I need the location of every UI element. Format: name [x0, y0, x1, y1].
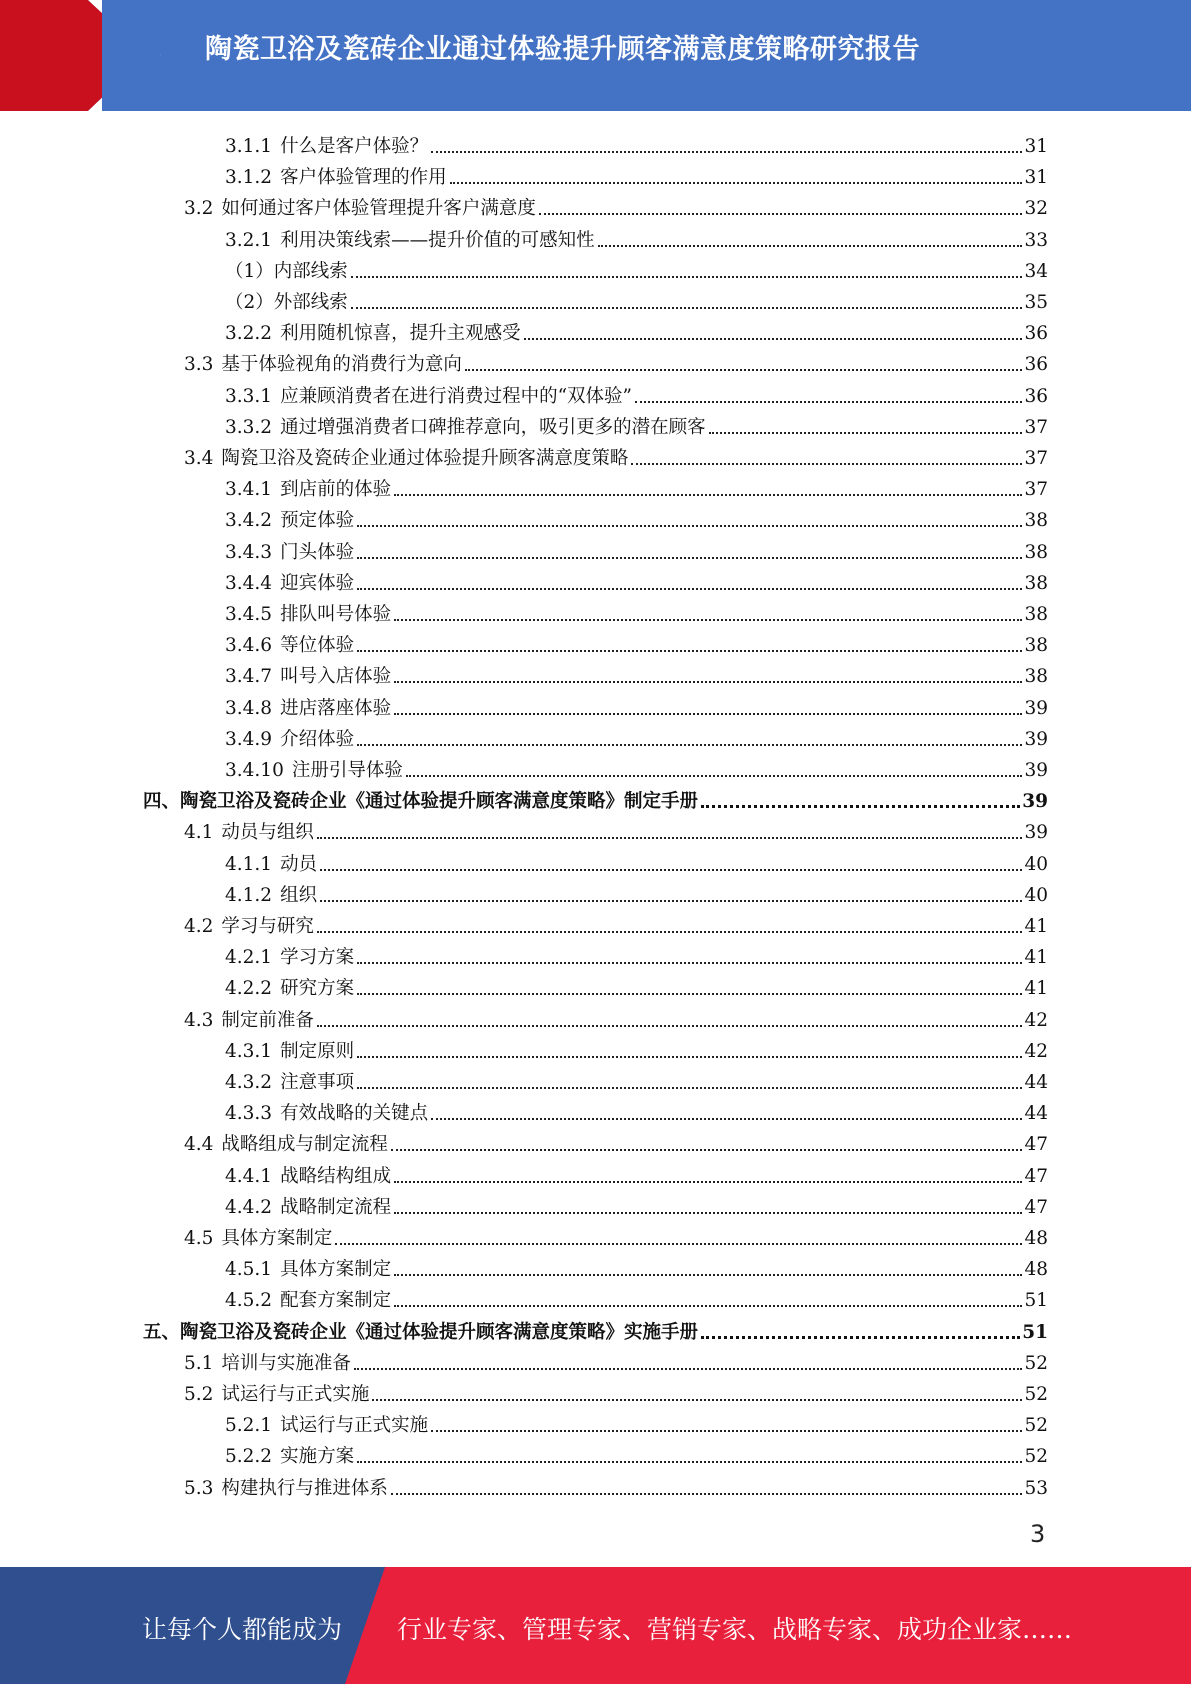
- toc-entry-label: [184, 1227, 335, 1251]
- toc-entry-label: [225, 541, 357, 565]
- toc-entry-number: 4.3.1: [225, 1040, 273, 1062]
- toc-entry-label: [225, 1258, 394, 1282]
- toc-entry[interactable]: [184, 1126, 1048, 1157]
- toc-entry-label: [225, 1040, 357, 1064]
- toc-entry[interactable]: [225, 222, 1048, 253]
- toc-page-number: 35: [1024, 292, 1048, 313]
- toc-entry-number: 4.1.2: [225, 884, 273, 906]
- toc-dot-leader: [465, 369, 1023, 371]
- toc-entry[interactable]: [225, 970, 1048, 1001]
- toc-entry-number: 3.4.6: [225, 635, 273, 657]
- toc-page-number: 41: [1024, 978, 1048, 1000]
- toc-entry[interactable]: [225, 409, 1048, 440]
- toc-entry-label: [225, 1102, 431, 1126]
- toc-dot-leader: [320, 900, 1022, 902]
- toc-entry-label: [184, 1477, 391, 1501]
- toc-page-number: 32: [1024, 198, 1048, 220]
- toc-page-number: 36: [1024, 354, 1048, 376]
- toc-entry[interactable]: [225, 1251, 1048, 1282]
- toc-entry-number: 3.2.1: [225, 229, 273, 251]
- toc-entry-label: [184, 353, 465, 377]
- toc-entry[interactable]: [225, 315, 1048, 346]
- toc-entry-label: [184, 1383, 372, 1407]
- toc-entry-label: [225, 603, 394, 627]
- toc-entry[interactable]: [225, 1095, 1048, 1126]
- toc-entry[interactable]: [184, 1345, 1048, 1376]
- toc-dot-leader: [450, 182, 1023, 184]
- toc-entry-number: 3.4: [184, 448, 214, 469]
- toc-entry-title: 叫号入店体验: [280, 666, 392, 688]
- toc-page-number: 52: [1024, 1415, 1048, 1437]
- toc-entry[interactable]: [184, 440, 1048, 471]
- toc-entry-number: 4.2.1: [225, 947, 273, 969]
- toc-page-number: 39: [1024, 697, 1048, 719]
- toc-entry-label: [225, 759, 406, 783]
- toc-entry[interactable]: [225, 128, 1048, 159]
- toc-entry-label: [225, 1165, 394, 1189]
- toc-entry-number: 3.4.7: [225, 666, 273, 688]
- toc-entry-title: 配套方案制定: [280, 1290, 392, 1312]
- toc-entry-title: 利用决策线索——提升价值的可感知性: [280, 229, 595, 251]
- toc-dot-leader: [357, 557, 1022, 559]
- toc-entry-number: 3.4.1: [225, 479, 273, 501]
- toc-entry-title: 迎宾体验: [280, 572, 355, 594]
- toc-entry[interactable]: [225, 502, 1048, 533]
- toc-entry-label: [225, 853, 320, 877]
- toc-page-number: 48: [1024, 1228, 1048, 1249]
- toc-entry-title: 动员与组织: [221, 822, 314, 844]
- toc-entry-title: 如何通过客户体验管理提升客户满意度: [221, 198, 536, 220]
- toc-entry[interactable]: [225, 721, 1048, 752]
- toc-entry[interactable]: [225, 1064, 1048, 1095]
- toc-page-number: 51: [1022, 1321, 1048, 1343]
- toc-entry[interactable]: [225, 658, 1048, 689]
- toc-entry-number: 5.3: [184, 1477, 214, 1499]
- toc-dot-leader: [357, 1087, 1022, 1089]
- toc-page-number: 39: [1024, 760, 1048, 781]
- toc-entry[interactable]: [225, 846, 1048, 877]
- toc-entry-label: [225, 291, 351, 315]
- toc-page-number: 42: [1024, 1040, 1048, 1062]
- toc-dot-leader: [394, 1212, 1022, 1214]
- toc-entry-number: 3.1.2: [225, 167, 273, 189]
- toc-entry-title: 组织: [280, 884, 318, 906]
- toc-entry-label: [225, 977, 357, 1001]
- footer-slogan-lead: 让每个人都能成为: [142, 1615, 343, 1644]
- toc-entry-title: 等位体验: [280, 635, 355, 657]
- toc-entry[interactable]: [184, 1470, 1048, 1501]
- toc-entry-title: 研究方案: [280, 978, 355, 1000]
- toc-dot-leader: [317, 1025, 1023, 1027]
- toc-dot-leader: [357, 1056, 1022, 1058]
- toc-entry-label: [225, 1196, 394, 1220]
- toc-dot-leader: [351, 276, 1023, 278]
- toc-entry-label: [184, 821, 317, 845]
- toc-dot-leader: [357, 525, 1022, 527]
- toc-entry-title: 试运行与正式实施: [280, 1415, 429, 1437]
- toc-dot-leader: [357, 650, 1022, 652]
- toc-entry-label: [225, 728, 357, 752]
- toc-page-number: 36: [1024, 323, 1048, 345]
- toc-page-number: 42: [1024, 1009, 1048, 1031]
- toc-dot-leader: [357, 993, 1022, 995]
- page-number: 3: [1030, 1520, 1046, 1548]
- toc-page-number: 47: [1024, 1165, 1048, 1187]
- toc-entry-number: 5.2.1: [225, 1415, 273, 1437]
- toc-page-number: 38: [1024, 666, 1048, 688]
- toc-entry-title: 动员: [280, 853, 318, 875]
- toc-entry-label: [225, 229, 598, 253]
- toc-entry-number: 4.2.2: [225, 978, 273, 1000]
- toc-entry-title: 注意事项: [280, 1072, 355, 1093]
- toc-page-number: 38: [1024, 572, 1048, 594]
- toc-entry-label: [225, 166, 450, 190]
- toc-entry[interactable]: [225, 1438, 1048, 1469]
- toc-entry-title: 利用随机惊喜，提升主观感受: [280, 323, 521, 345]
- toc-entry-label: [143, 790, 701, 814]
- toc-entry-title: （1）内部线索: [225, 260, 348, 282]
- footer-slogan-roles: 行业专家、管理专家、营销专家、战略专家、成功企业家……: [397, 1615, 1073, 1644]
- toc-entry-label: [184, 1133, 391, 1157]
- toc-dot-leader: [320, 869, 1022, 871]
- toc-entry-label: [184, 1009, 317, 1033]
- toc-entry-title: 注册引导体验: [291, 760, 403, 781]
- toc-entry-number: 3.2.2: [225, 323, 273, 345]
- toc-dot-leader: [357, 1461, 1022, 1463]
- toc-entry[interactable]: [225, 565, 1048, 596]
- toc-entry-title: 排队叫号体验: [280, 604, 392, 625]
- toc-entry-title: 战略组成与制定流程: [221, 1134, 388, 1156]
- toc-dot-leader: [354, 1368, 1023, 1370]
- toc-entry-title: 进店落座体验: [280, 697, 392, 719]
- toc-page-number: 38: [1024, 510, 1048, 532]
- toc-entry-title: 应兼顾消费者在进行消费过程中的“双体验”: [280, 385, 632, 407]
- toc-page-number: 41: [1024, 947, 1048, 969]
- toc-entry-label: [225, 572, 357, 596]
- toc-page-number: 39: [1024, 728, 1048, 750]
- toc-entry-title: 到店前的体验: [280, 479, 392, 501]
- toc-entry-label: [225, 1414, 431, 1438]
- toc-page-number: 38: [1024, 604, 1048, 625]
- toc-page-number: 52: [1024, 1352, 1048, 1374]
- toc-page-number: 37: [1024, 479, 1048, 501]
- toc-page-number: 31: [1024, 136, 1048, 157]
- toc-dot-leader: [372, 1399, 1022, 1401]
- toc-entry[interactable]: [225, 534, 1048, 565]
- toc-entry-title: 五、陶瓷卫浴及瓷砖企业《通过体验提升顾客满意度策略》实施手册: [143, 1321, 699, 1343]
- toc-dot-leader: [335, 1243, 1022, 1245]
- toc-entry-label: [225, 478, 394, 502]
- toc-entry[interactable]: [225, 752, 1048, 783]
- toc-page-number: 44: [1024, 1103, 1048, 1125]
- toc-entry-title: 学习与研究: [221, 916, 314, 937]
- toc-page-number: 33: [1024, 229, 1048, 251]
- toc-entry-number: 4.5.2: [225, 1290, 273, 1312]
- toc-entry[interactable]: [184, 190, 1048, 221]
- toc-entry-number: 3.3.1: [225, 385, 273, 407]
- toc-dot-leader: [317, 931, 1023, 933]
- toc-entry[interactable]: [225, 253, 1048, 284]
- toc-page-number: 51: [1024, 1290, 1048, 1312]
- toc-entry-label: [225, 665, 394, 689]
- toc-entry-title: 构建执行与推进体系: [221, 1477, 388, 1499]
- toc-entry-number: 3.4.9: [225, 728, 273, 750]
- toc-dot-leader: [391, 1149, 1023, 1151]
- toc-entry-label: [225, 634, 357, 658]
- toc-dot-leader: [394, 681, 1022, 683]
- toc-page-number: 47: [1024, 1196, 1048, 1218]
- toc-page-number: 39: [1022, 791, 1048, 813]
- toc-entry-number: 5.1: [184, 1352, 214, 1374]
- toc-entry[interactable]: [184, 814, 1048, 845]
- toc-dot-leader: [394, 494, 1022, 496]
- toc-dot-leader: [431, 151, 1022, 153]
- toc-page-number: 36: [1024, 385, 1048, 407]
- toc-entry-label: [225, 946, 357, 970]
- toc-entry-title: 有效战略的关键点: [280, 1103, 429, 1125]
- toc-dot-leader: [406, 775, 1023, 777]
- toc-entry[interactable]: [184, 346, 1048, 377]
- toc-page-number: 48: [1024, 1259, 1048, 1281]
- toc-entry-label: [225, 509, 357, 533]
- toc-entry-title: 具体方案制定: [221, 1228, 333, 1249]
- toc-entry-label: [225, 1071, 357, 1095]
- toc-entry[interactable]: [225, 284, 1048, 315]
- toc-entry-number: 4.1.1: [225, 853, 273, 875]
- toc-entry[interactable]: [225, 1033, 1048, 1064]
- toc-entry-number: 3.4.5: [225, 604, 273, 625]
- toc-entry-title: 具体方案制定: [280, 1259, 392, 1281]
- toc-entry[interactable]: [225, 1282, 1048, 1313]
- toc-entry-label: [225, 884, 320, 908]
- toc-dot-leader: [357, 744, 1022, 746]
- toc-entry-title: 培训与实施准备: [221, 1352, 351, 1374]
- toc-page-number: 34: [1024, 260, 1048, 282]
- toc-entry[interactable]: [184, 1002, 1048, 1033]
- toc-entry-number: 4.5.1: [225, 1259, 273, 1281]
- toc-entry[interactable]: [184, 908, 1048, 939]
- toc-entry-number: 4.4.1: [225, 1165, 273, 1187]
- toc-entry-title: 客户体验管理的作用: [280, 167, 447, 189]
- toc-entry-title: 基于体验视角的消费行为意向: [221, 354, 462, 376]
- toc-entry-title: 通过增强消费者口碑推荐意向，吸引更多的潜在顾客: [280, 416, 706, 438]
- toc-entry-label: [225, 1445, 357, 1469]
- page-footer: [0, 1567, 1191, 1684]
- toc-entry-title: 陶瓷卫浴及瓷砖企业通过体验提升顾客满意度策略: [221, 448, 629, 469]
- toc-entry[interactable]: [225, 1189, 1048, 1220]
- toc-entry-label: [225, 1289, 394, 1313]
- toc-entry-number: 4.3.2: [225, 1072, 273, 1093]
- toc-entry[interactable]: [225, 877, 1048, 908]
- toc-entry-number: 3.4.3: [225, 541, 273, 563]
- toc-dot-leader: [524, 338, 1023, 340]
- toc-entry-label: [225, 416, 709, 440]
- toc-page-number: 39: [1024, 822, 1048, 844]
- toc-entry-title: 实施方案: [280, 1446, 355, 1468]
- toc-page-number: 53: [1024, 1477, 1048, 1499]
- toc-entry[interactable]: [225, 378, 1048, 409]
- toc-page-number: 44: [1024, 1072, 1048, 1093]
- toc-entry[interactable]: [225, 939, 1048, 970]
- toc-entry-number: 3.3: [184, 354, 214, 376]
- toc-entry-title: 试运行与正式实施: [221, 1384, 370, 1405]
- toc-dot-leader: [631, 463, 1022, 465]
- toc-dot-leader: [701, 805, 1020, 808]
- toc-dot-leader: [394, 713, 1022, 715]
- toc-entry-number: 3.3.2: [225, 416, 273, 438]
- toc-dot-leader: [394, 619, 1022, 621]
- toc-dot-leader: [317, 837, 1023, 839]
- toc-page-number: 37: [1024, 416, 1048, 438]
- toc-dot-leader: [709, 432, 1023, 434]
- toc-entry-label: [225, 135, 431, 159]
- toc-page-number: 40: [1024, 884, 1048, 906]
- toc-entry-title: 战略结构组成: [280, 1165, 392, 1187]
- toc-entry[interactable]: [143, 783, 1048, 814]
- toc-page-number: 52: [1024, 1384, 1048, 1405]
- toc-entry-title: 战略制定流程: [280, 1196, 392, 1218]
- toc-entry-title: 制定原则: [280, 1040, 355, 1062]
- toc-page-number: 37: [1024, 448, 1048, 469]
- toc-entry-title: 预定体验: [280, 510, 355, 532]
- toc-entry-number: 5.2.2: [225, 1446, 273, 1468]
- toc-entry-number: 3.4.8: [225, 697, 273, 719]
- toc-entry[interactable]: [225, 627, 1048, 658]
- toc-dot-leader: [394, 1274, 1022, 1276]
- toc-entry-number: 4.4: [184, 1134, 214, 1156]
- toc-page-number: 52: [1024, 1446, 1048, 1468]
- toc-entry-title: 介绍体验: [280, 728, 355, 750]
- toc-entry-title: 四、陶瓷卫浴及瓷砖企业《通过体验提升顾客满意度策略》制定手册: [143, 791, 699, 813]
- toc-dot-leader: [539, 213, 1023, 215]
- toc-entry-label: [184, 915, 317, 939]
- toc-entry-number: 4.3: [184, 1009, 214, 1031]
- toc-entry-label: [225, 697, 394, 721]
- toc-dot-leader: [598, 245, 1023, 247]
- page-header: [0, 0, 1191, 111]
- toc-dot-leader: [357, 962, 1022, 964]
- toc-dot-leader: [394, 1305, 1022, 1307]
- toc-entry-number: 3.1.1: [225, 136, 273, 157]
- toc-entry-label: [184, 447, 631, 471]
- toc-dot-leader: [701, 1336, 1020, 1339]
- toc-page-number: 38: [1024, 635, 1048, 657]
- toc-dot-leader: [351, 307, 1023, 309]
- toc-entry[interactable]: [225, 159, 1048, 190]
- toc-entry-label: [225, 385, 635, 409]
- toc-entry-number: 5.2: [184, 1384, 214, 1405]
- toc-dot-leader: [394, 1181, 1022, 1183]
- toc-entry[interactable]: [184, 1220, 1048, 1251]
- toc-entry-number: 4.1: [184, 822, 214, 844]
- toc-entry-number: 4.5: [184, 1228, 214, 1249]
- toc-entry-number: 3.4.10: [225, 760, 284, 781]
- toc-entry-number: 3.2: [184, 198, 214, 220]
- toc-dot-leader: [431, 1118, 1022, 1120]
- toc-page-number: 31: [1024, 167, 1048, 189]
- toc-entry-number: 3.4.2: [225, 510, 273, 532]
- toc-entry-title: 学习方案: [280, 947, 355, 969]
- toc-entry-number: 3.4.4: [225, 572, 273, 594]
- report-title: 陶瓷卫浴及瓷砖企业通过体验提升顾客满意度策略研究报告: [205, 34, 920, 65]
- toc-entry-label: [184, 197, 539, 221]
- toc-entry-label: [225, 260, 351, 284]
- toc-dot-leader: [431, 1430, 1022, 1432]
- toc-page-number: 38: [1024, 541, 1048, 563]
- toc-entry-number: 4.3.3: [225, 1103, 273, 1125]
- toc-entry-label: [225, 322, 524, 346]
- toc-entry[interactable]: [184, 1376, 1048, 1407]
- toc-entry[interactable]: [225, 471, 1048, 502]
- toc-entry[interactable]: [225, 1407, 1048, 1438]
- toc-entry[interactable]: [143, 1314, 1048, 1345]
- toc-entry[interactable]: [225, 690, 1048, 721]
- toc-dot-leader: [391, 1493, 1023, 1495]
- toc-entry-number: 4.4.2: [225, 1196, 273, 1218]
- toc-entry-number: 4.2: [184, 916, 214, 937]
- toc-dot-leader: [635, 401, 1022, 403]
- toc-entry-title: 什么是客户体验？: [280, 136, 429, 157]
- toc-entry[interactable]: [225, 1158, 1048, 1189]
- toc-entry-label: [143, 1321, 701, 1345]
- toc-page-number: 41: [1024, 916, 1048, 937]
- toc-dot-leader: [357, 588, 1022, 590]
- toc-entry-title: （2）外部线索: [225, 292, 348, 313]
- toc-entry-label: [184, 1352, 354, 1376]
- toc-page-number: 47: [1024, 1134, 1048, 1156]
- toc-entry-title: 制定前准备: [221, 1009, 314, 1031]
- toc-page-number: 40: [1024, 853, 1048, 875]
- toc-entry[interactable]: [225, 596, 1048, 627]
- toc-entry-title: 门头体验: [280, 541, 355, 563]
